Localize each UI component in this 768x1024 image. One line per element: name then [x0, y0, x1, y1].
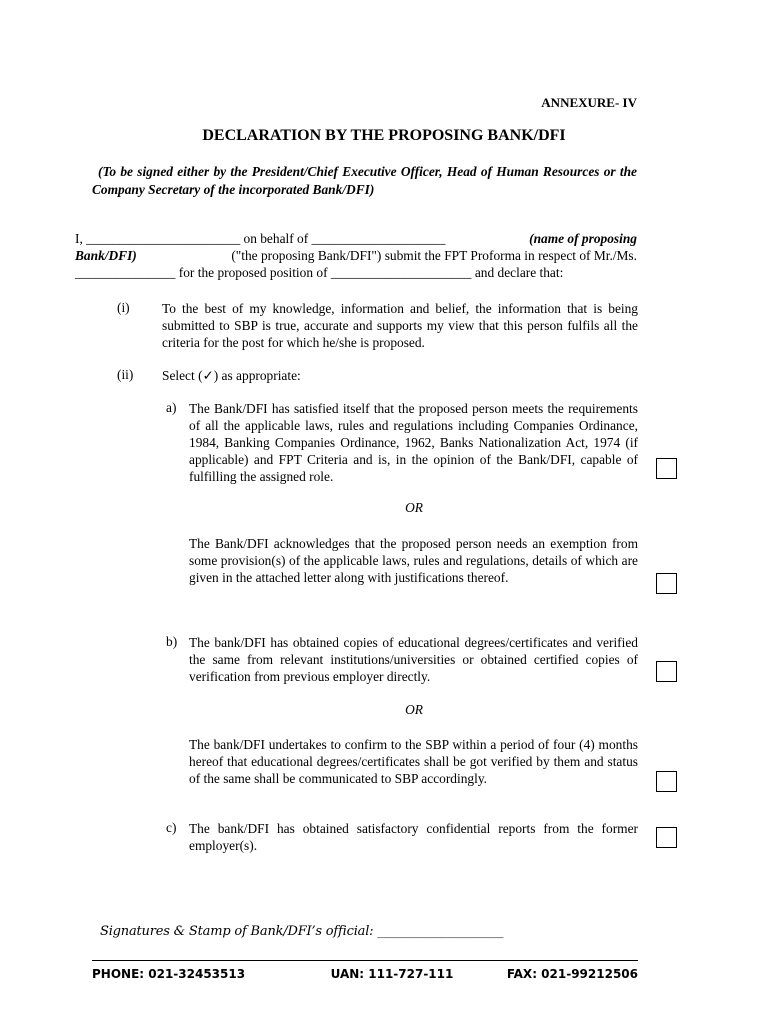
- intro-line1-text: I, _______________________ on behalf of ____________________: [75, 231, 446, 246]
- option-a-checkbox[interactable]: [656, 458, 677, 479]
- option-b-alt-text: The bank/DFI undertakes to confirm to the SBP within a period of four (4) months hereof that educational degrees/certificates shall be got verified by them and status of the same shall be communicated to SBP accordingly.: [189, 737, 638, 786]
- intro-line3-text: _______________ for the proposed position of _____________________ and declare that:: [75, 265, 564, 280]
- option-b-label: b): [166, 634, 178, 649]
- item-i-text: To the best of my knowledge, information and belief, the information that is being submitted to SBP is true, accurate and supports my view that this person fulfils all the criteria for the post for which he/she is proposed.: [162, 301, 638, 350]
- footer-uan: UAN: 111-727-111: [330, 967, 454, 981]
- footer-fax: FAX: 021-99212506: [506, 967, 638, 981]
- intro-line1-emphasis: (name of proposing: [529, 231, 637, 246]
- option-b-alt-checkbox[interactable]: [656, 771, 677, 792]
- option-c-label: c): [166, 820, 177, 835]
- or-separator-a: OR: [405, 500, 423, 515]
- option-a-text: The Bank/DFI has satisfied itself that the proposed person meets the requirements of all the applicable laws, rules and regulations including Companies Ordinance, 1984, Banking Companies Ordinance, 1962, Banks Nationalization Act, 1974 (if applicable) and FPT Criteria and is, in the opinion of the Bank/DFI, capable of fulfilling the assigned role.: [189, 401, 638, 484]
- option-a-alt-checkbox[interactable]: [656, 573, 677, 594]
- intro-line2-emphasis: Bank/DFI): [75, 248, 137, 263]
- option-a-alt-text: The Bank/DFI acknowledges that the proposed person needs an exemption from some provision(s) of the applicable laws, rules and regulations, details of which are given in the attached letter along with justifications thereof.: [189, 536, 638, 585]
- footer-divider: [92, 960, 638, 961]
- item-i-number: (i): [117, 300, 130, 315]
- item-ii-text: Select (✓) as appropriate:: [162, 368, 301, 383]
- item-ii-number: (ii): [117, 367, 134, 382]
- or-separator-b: OR: [405, 702, 423, 717]
- page-title: DECLARATION BY THE PROPOSING BANK/DFI: [202, 127, 566, 144]
- signature-line: Signatures & Stamp of Bank/DFI’s official: ____________________: [100, 924, 504, 939]
- contact-footer: [92, 967, 638, 981]
- footer-phone: PHONE: 021-32453513: [92, 967, 246, 981]
- option-c-checkbox[interactable]: [656, 827, 677, 848]
- option-b-checkbox[interactable]: [656, 661, 677, 682]
- annexure-label: ANNEXURE- IV: [541, 95, 637, 110]
- option-b-text: The bank/DFI has obtained copies of educational degrees/certificates and verified the same from relevant institutions/universities or obtained certified copies of verification from previous employer directly.: [189, 635, 638, 684]
- option-a-label: a): [166, 400, 177, 415]
- signing-instruction: (To be signed either by the President/Chief Executive Officer, Head of Human Resources or the Company Secretary of the incorporated Bank/DFI): [92, 164, 637, 197]
- intro-line2-text: ("the proposing Bank/DFI") submit the FPT Proforma in respect of Mr./Ms.: [231, 248, 637, 263]
- option-c-text: The bank/DFI has obtained satisfactory confidential reports from the former employer(s).: [189, 821, 638, 853]
- declaration-intro: [75, 230, 637, 281]
